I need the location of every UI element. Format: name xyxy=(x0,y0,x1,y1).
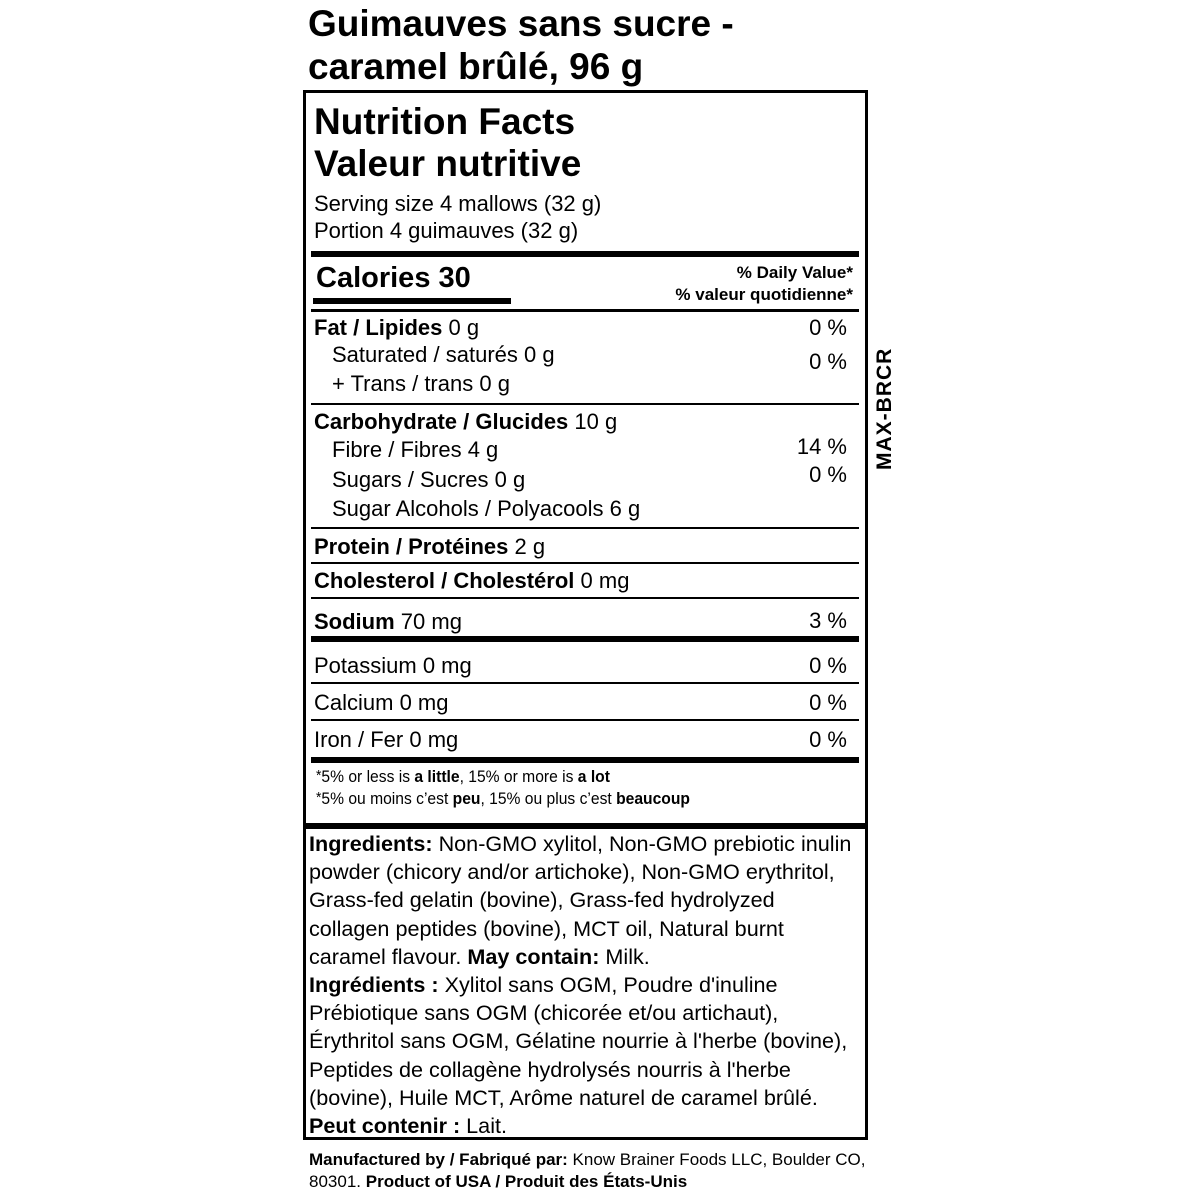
potassium-dv: 0 % xyxy=(809,653,847,678)
sugars-dv: 0 % xyxy=(809,462,847,487)
fat-dv: 0 % xyxy=(809,315,847,340)
sugar-alcohols-row: Sugar Alcohols / Polyacools 6 g xyxy=(332,496,641,521)
footnote-en-bold: a lot xyxy=(577,767,610,786)
manufacturer-text: Know Brainer Foods LLC, Boulder CO, 80301. xyxy=(309,1150,866,1191)
protein-label: Protein / Protéines xyxy=(314,534,509,559)
thick-rule xyxy=(311,757,859,763)
rule xyxy=(311,309,859,312)
rule xyxy=(311,562,859,564)
manufacturer-info xyxy=(309,1149,909,1193)
may-contain-en: Milk. xyxy=(599,943,650,969)
fibre-row: Fibre / Fibres 4 g xyxy=(332,437,499,462)
carbohydrate-label: Carbohydrate / Glucides xyxy=(314,409,569,434)
ingredients-en-label: Ingredients: xyxy=(309,831,433,856)
calories-value: 30 xyxy=(438,262,471,294)
calcium-row: Calcium 0 mg xyxy=(314,690,449,715)
thick-rule xyxy=(311,251,859,257)
fat-amount: 0 g xyxy=(448,315,480,340)
ingredients-en: Non-GMO xylitol, Non-GMO prebiotic inulin powder (chicory and/or artichoke), Non-GMO erythritol, Grass-fed gelatin (bovine), Grass-fed hydrolyzed collagen peptides (bovine), MCT oil, Natural burnt caramel flavour. xyxy=(309,831,852,969)
footnote-en-bold: a little xyxy=(414,767,460,786)
portion: Portion 4 guimauves (32 g) xyxy=(314,218,579,243)
rule xyxy=(311,682,859,684)
cholesterol-label: Cholesterol / Cholestérol xyxy=(314,568,575,593)
footnote-fr xyxy=(316,789,690,809)
sodium-label: Sodium xyxy=(314,609,395,634)
fibre-dv: 14 % xyxy=(796,434,847,459)
potassium-row: Potassium 0 mg xyxy=(314,653,472,678)
sodium-dv: 3 % xyxy=(809,608,847,633)
rule xyxy=(311,719,859,721)
ingredients-fr-label: Ingrédients : xyxy=(309,972,439,998)
asterisk: * xyxy=(316,789,322,806)
saturated-row: Saturated / saturés 0 g xyxy=(332,342,555,367)
rule xyxy=(311,597,859,599)
sat-trans-dv: 0 % xyxy=(809,349,847,374)
calories-underline xyxy=(313,298,511,304)
calcium-dv: 0 % xyxy=(809,690,847,715)
daily-value-header-en: % Daily Value* xyxy=(736,263,853,282)
footnote-fr-part: 5% ou moins c’est xyxy=(321,789,453,808)
carbohydrate-amount: 10 g xyxy=(574,409,618,434)
calories-row xyxy=(316,262,471,295)
sodium-amount: 70 mg xyxy=(400,609,462,634)
fat-label: Fat / Lipides xyxy=(314,315,443,340)
footnote-fr-bold: beaucoup xyxy=(616,789,690,808)
serving-size: Serving size 4 mallows (32 g) xyxy=(314,191,602,216)
footnote-en-part: 5% or less is xyxy=(321,767,415,786)
footnote-fr-part: , 15% ou plus c’est xyxy=(480,789,617,808)
may-contain-fr-label: Peut contenir : xyxy=(309,1113,461,1139)
iron-row: Iron / Fer 0 mg xyxy=(314,727,459,752)
iron-dv: 0 % xyxy=(809,727,847,752)
trans-row: + Trans / trans 0 g xyxy=(332,371,510,396)
footnote-en-part: , 15% or more is xyxy=(459,767,578,786)
footnote-fr-bold: peu xyxy=(452,789,481,808)
may-contain-en-label: May contain: xyxy=(467,943,600,969)
ingredients-fr: Xylitol sans OGM, Poudre d'inuline Prébiotique sans OGM (chicorée et/ou artichaut), Érythritol sans OGM, Gélatine nourrie à l'herbe (bovine), Peptides de collagène hydrolysés nourris à l'herbe (bovine), Huile MCT, Arôme naturel de caramel brûlé. xyxy=(309,972,848,1110)
cholesterol-amount: 0 mg xyxy=(580,568,630,593)
protein-row xyxy=(314,534,545,560)
product-title: Guimauves sans sucre - caramel brûlé, 96 g xyxy=(308,3,734,87)
cholesterol-row xyxy=(314,568,629,594)
manufacturer-label: Manufactured by / Fabriqué par: xyxy=(309,1150,568,1169)
fat-row xyxy=(314,315,479,341)
thick-rule xyxy=(311,636,859,642)
protein-amount: 2 g xyxy=(514,534,546,559)
ingredients-text xyxy=(309,830,854,1140)
product-code: MAX-BRCR xyxy=(873,347,896,470)
sodium-row xyxy=(314,609,462,635)
sugars-row: Sugars / Sucres 0 g xyxy=(332,467,526,492)
country-of-origin: Product of USA / Produit des États-Unis xyxy=(365,1172,688,1191)
carbohydrate-row xyxy=(314,409,617,435)
footnote-en xyxy=(316,767,610,787)
nutrition-heading-en: Nutrition Facts xyxy=(314,101,576,142)
calories-label: Calories xyxy=(316,262,431,294)
asterisk: * xyxy=(316,767,322,784)
daily-value-header-fr: % valeur quotidienne* xyxy=(675,285,853,304)
may-contain-fr: Lait. xyxy=(460,1113,507,1139)
nutrition-heading-fr: Valeur nutritive xyxy=(314,143,582,184)
rule xyxy=(311,527,859,529)
rule xyxy=(311,403,859,405)
